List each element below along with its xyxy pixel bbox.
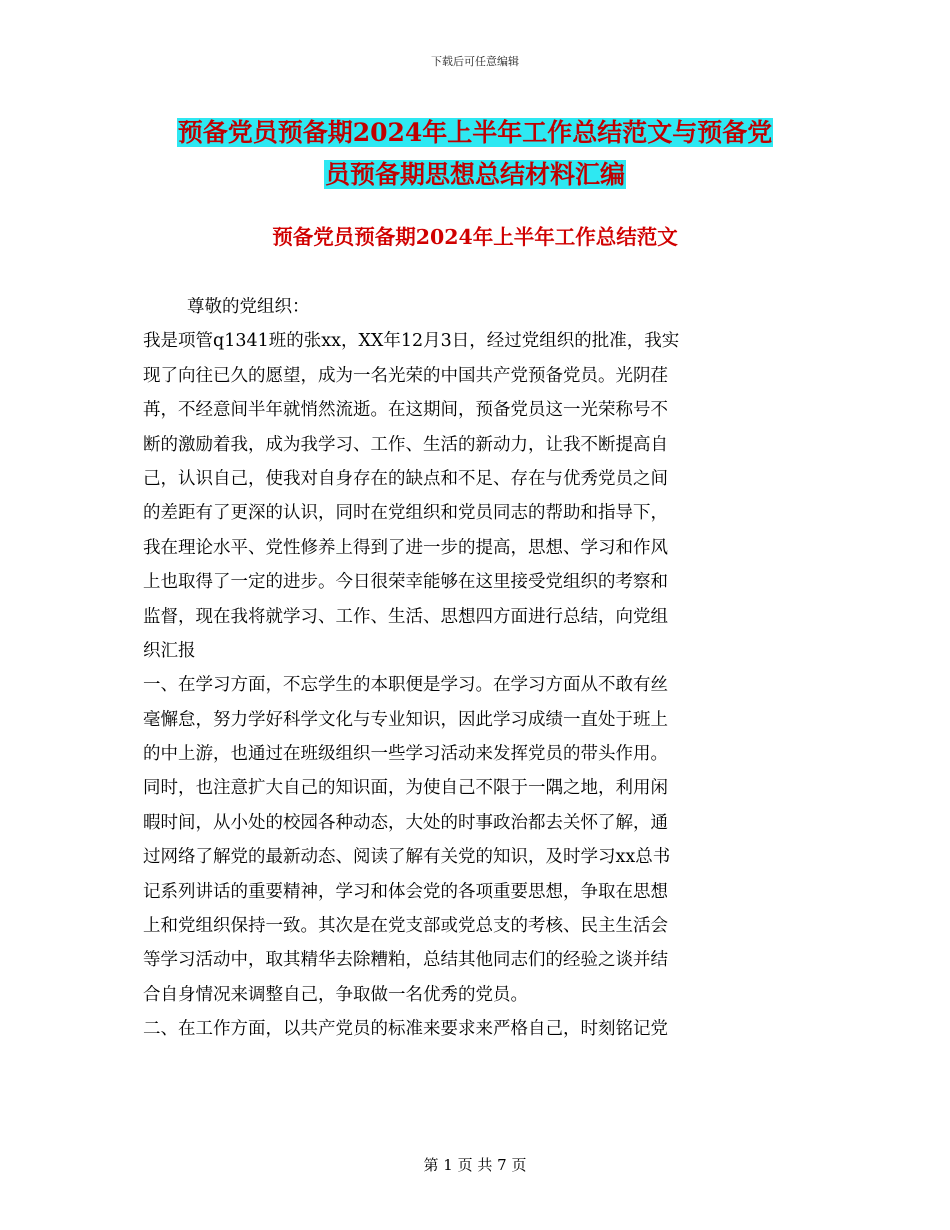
text-line: 我是项管q1341班的张xx，XX年12月3日，经过党组织的批准，我实 (143, 331, 680, 352)
text-line: 记系列讲话的重要精神，学习和体会党的各项重要思想，争取在思想 (143, 881, 668, 902)
text-line: 上也取得了一定的进步。今日很荣幸能够在这里接受党组织的考察和 (143, 572, 668, 593)
text-line: 一、在学习方面，不忘学生的本职便是学习。在学习方面从不敢有丝 (143, 675, 668, 696)
text-line: 同时，也注意扩大自己的知识面，为使自己不限于一隅之地，利用闲 (143, 778, 668, 799)
text-line: 苒，不经意间半年就悄然流逝。在这期间，预备党员这一光荣称号不 (143, 400, 668, 421)
text-line: 过网络了解党的最新动态、阅读了解有关党的知识，及时学习xx总书 (143, 847, 671, 868)
text-line: 合自身情况来调整自己，争取做一名优秀的党员。 (143, 984, 528, 1005)
text-line: 己，认识自己，使我对自身存在的缺点和不足、存在与优秀党员之间 (143, 468, 668, 489)
text-line: 的中上游，也通过在班级组织一些学习活动来发挥党员的带头作用。 (143, 744, 668, 765)
text-line: 断的激励着我，成为我学习、工作、生活的新动力，让我不断提高自 (143, 434, 668, 455)
title-highlight: 员预备期思想总结材料汇编 (324, 160, 625, 189)
text-line: 二、在工作方面，以共产党员的标准来要求来严格自己，时刻铭记党 (143, 1019, 668, 1040)
header-note: 下载后可任意编辑 (431, 55, 519, 68)
text-line: 毫懈怠，努力学好科学文化与专业知识，因此学习成绩一直处于班上 (143, 709, 668, 730)
text-line: 织汇报 (143, 640, 196, 661)
title-highlight: 预备党员预备期2024年上半年工作总结范文与预备党 (177, 118, 773, 147)
text-line: 等学习活动中，取其精华去除糟粕，总结其他同志们的经验之谈并结 (143, 950, 668, 971)
body-text (143, 290, 798, 1047)
page-number: 第 1 页 共 7 页 (423, 1156, 527, 1174)
text-line: 现了向往已久的愿望，成为一名光荣的中国共产党预备党员。光阴荏 (143, 365, 668, 386)
salutation: 尊敬的党组织： (187, 297, 310, 317)
text-line: 上和党组织保持一致。其次是在党支部或党总支的考核、民主生活会 (143, 916, 668, 937)
document-title-line-1 (0, 113, 950, 153)
section-title: 预备党员预备期2024年上半年工作总结范文 (272, 225, 678, 249)
text-line: 的差距有了更深的认识，同时在党组织和党员同志的帮助和指导下， (143, 503, 668, 524)
text-line: 监督，现在我将就学习、工作、生活、思想四方面进行总结，向党组 (143, 606, 668, 627)
text-line: 我在理论水平、党性修养上得到了进一步的提高，思想、学习和作风 (143, 537, 668, 558)
text-line: 暇时间，从小处的校园各种动态，大处的时事政治都去关怀了解，通 (143, 812, 668, 833)
document-title-line-2 (0, 155, 950, 195)
